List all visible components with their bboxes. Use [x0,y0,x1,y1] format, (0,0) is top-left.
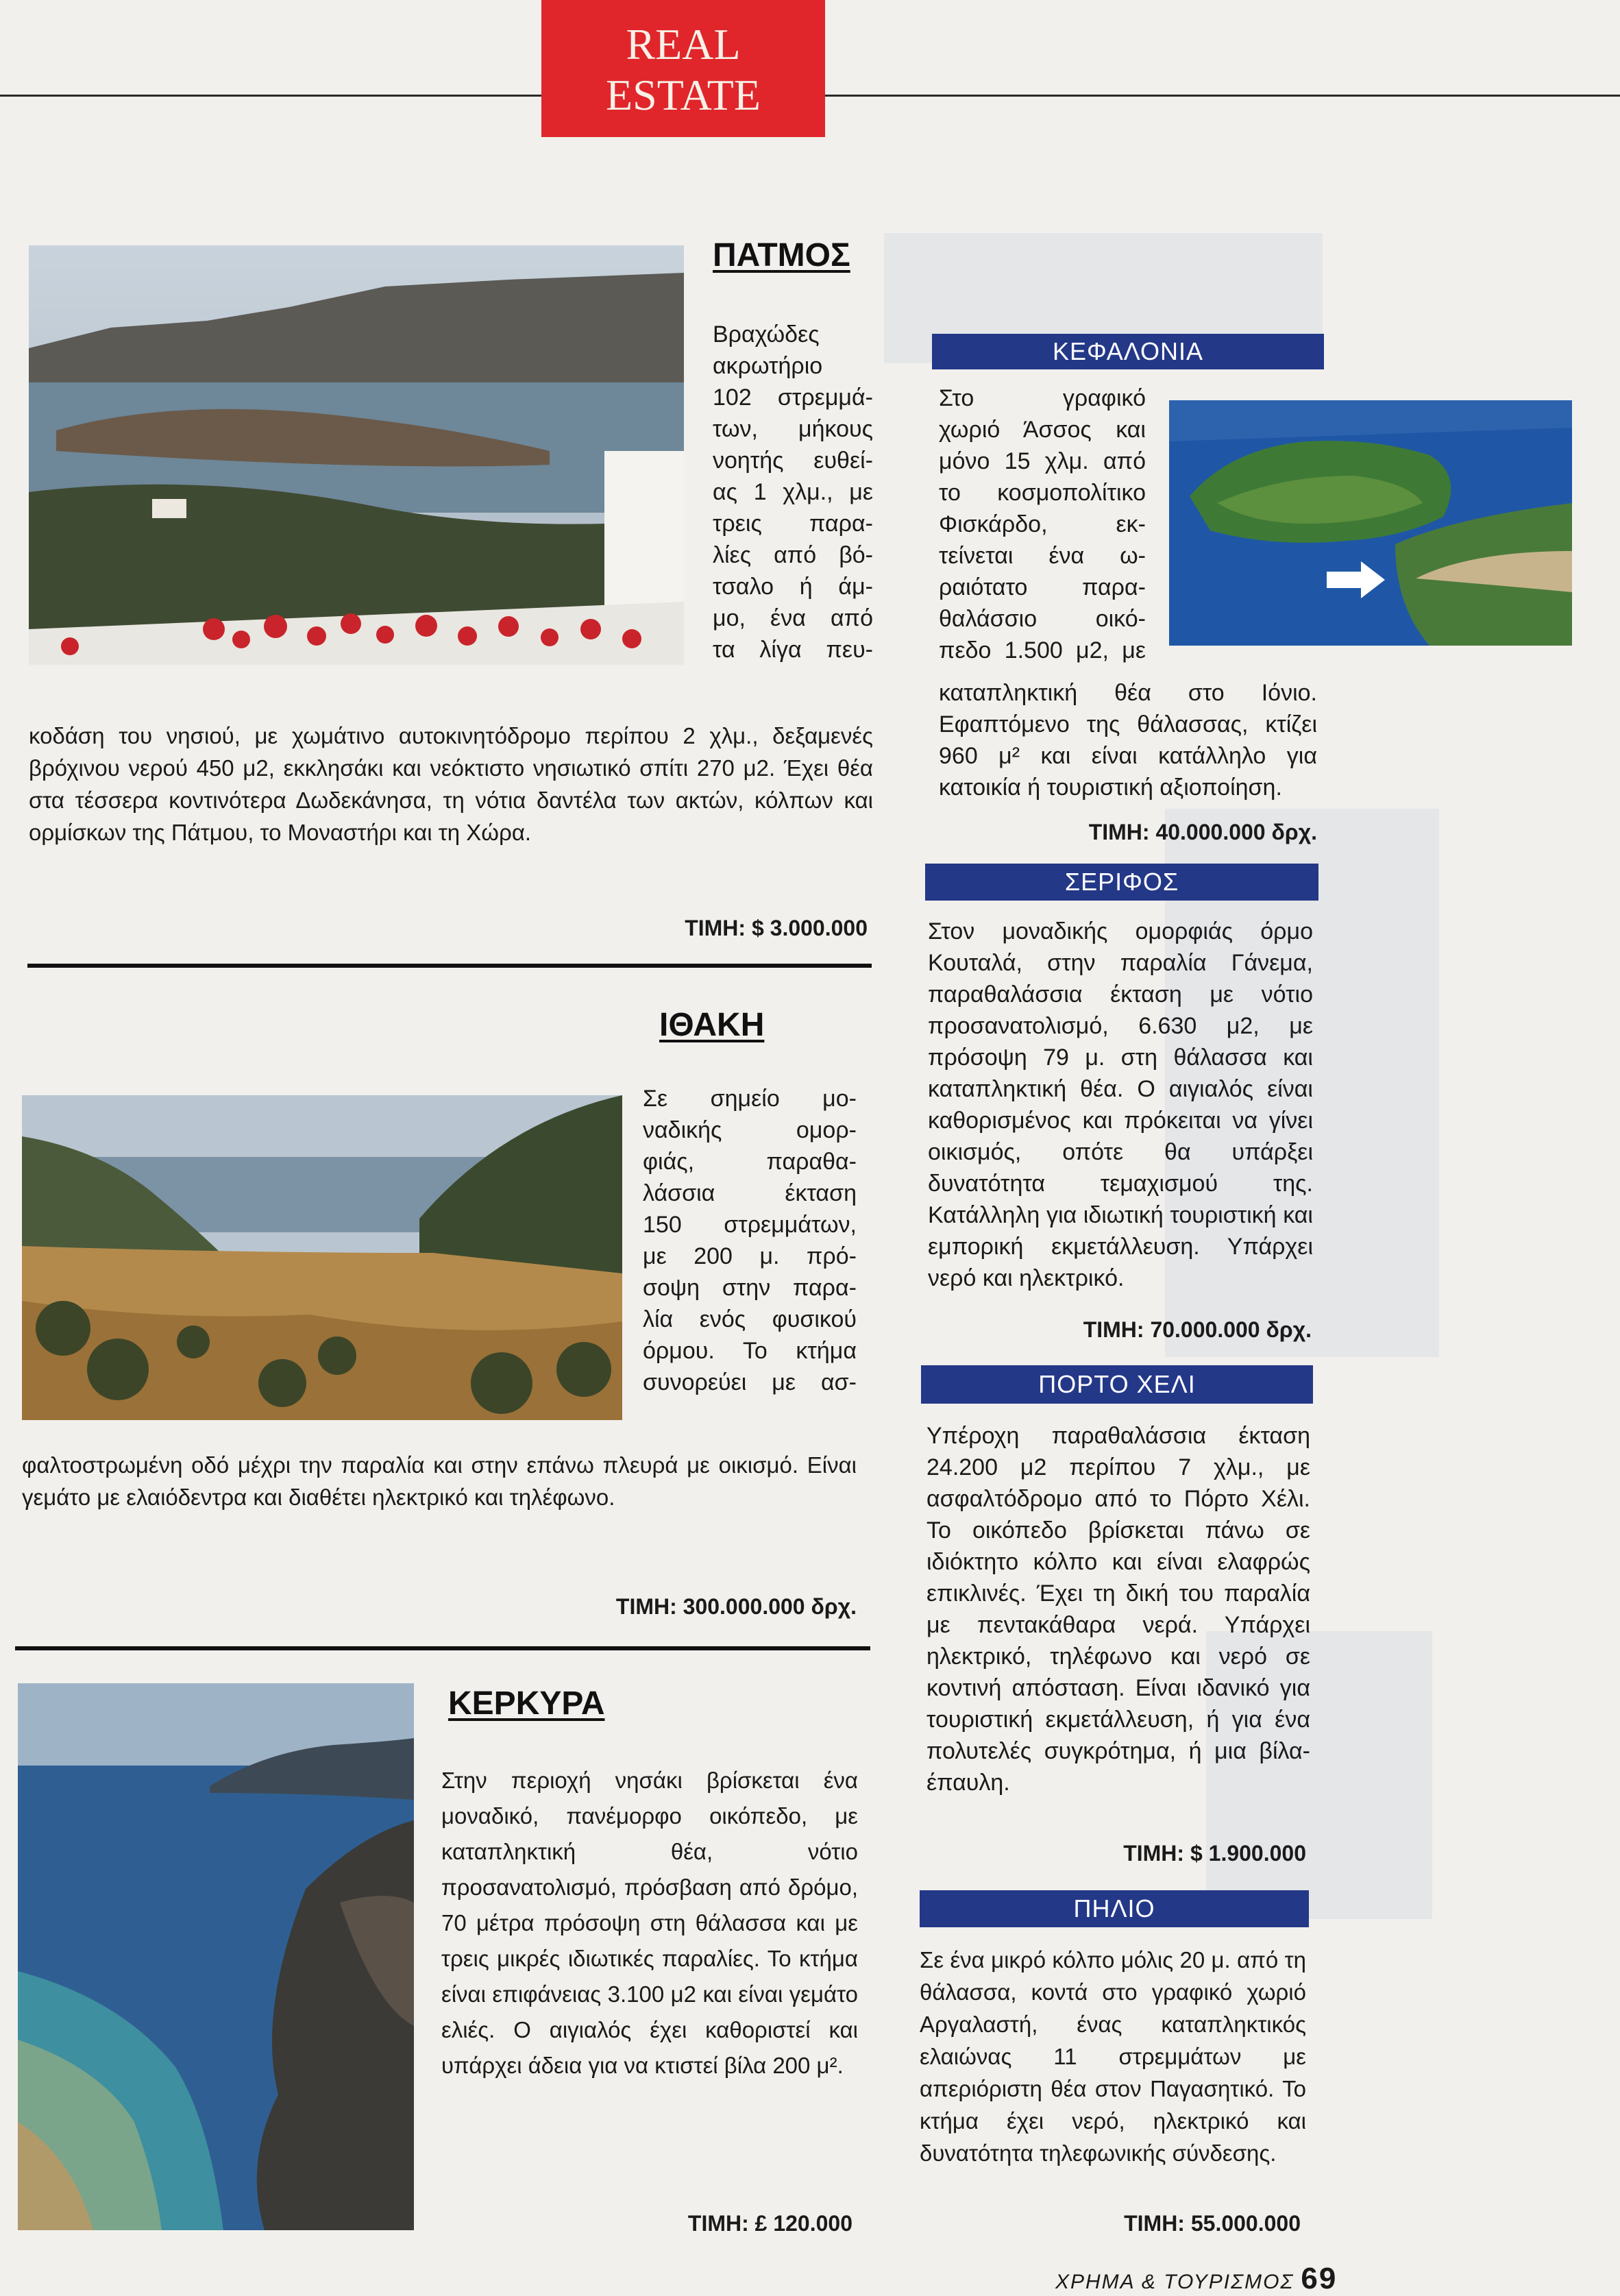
ithaki-intro-line: με 200 μ. πρό- [643,1243,857,1269]
serifos-header: ΣΕΡΙΦΟΣ [925,864,1318,901]
kefalonia-price: ΤΙΜΗ: 40.000.000 δρχ. [1088,820,1317,844]
patmos-intro-line: τσαλο ή άμ- [713,574,873,600]
kerkyra-title: ΚΕΡΚΥΡΑ [448,1685,605,1722]
kefalonia-intro-line: το κοσμοπολίτικο [939,480,1146,506]
pilio-price: ΤΙΜΗ: 55.000.000 [1124,2211,1301,2236]
kefalonia-intro-line: θαλάσσιο οικό- [939,606,1146,632]
ithaki-intro-line: Σε σημείο μο- [643,1086,857,1112]
patmos-intro-line: νοητής ευθεί- [713,448,873,474]
kerkyra-body: Στην περιοχή νησάκι βρίσκεται ένα μοναδικό, πανέμορφο οικόπεδο, με καταπληκτική θέα, νότιο προσανατολισμό, πρόσβαση από δρόμο, 70 μέτρα πρόσοψη στη θάλασσα και με τρεις μικρές ιδιωτικές παραλίες. Το κτήμα είναι επιφάνειας 3.100 μ2 και είναι γεμάτο ελιές. Ο αιγιαλός έχει καθοριστεί και υπάρχει άδεια για να κτιστεί βίλα 200 μ². [441,1768,858,2078]
pilio-body: Σε ένα μικρό κόλπο μόλις 20 μ. από τη θάλασσα, κοντά στο γραφικό χωριό Αργαλαστή, ένας καταπληκτικός ελαιώνας 11 στρεμμάτων με απεριόριστη θέα στον Παγασητικό. Το κτήμα έχει νερό, ηλεκτρικό και δυνατότητα τηλεφωνικής σύνδεσης. [920,1947,1306,2166]
serifos-body: Στον μοναδικής ομορφιάς όρμο Κουταλά, στην παραλία Γάνεμα, παραθαλάσσια έκταση με νότιο προσανατολισμό, 6.630 μ2, με πρόσοψη 79 μ. στη θάλασσα και καταπληκτική θέα. Ο αιγιαλός είναι καθορισμένος και πρόκειται να γίνει οικισμός, οπότε θα υπάρξει δυνατότητα τεμαχισμού της. Κατάλληλη για ιδιωτική τουριστική και εμπορική εκμετάλλευση. Υπάρχει νερό και ηλεκτρικό. [928,918,1313,1291]
patmos-intro-line: μο, ένα από [713,605,873,631]
patmos-intro-line: ας 1 χλμ., με [713,479,873,505]
serifos-price: ΤΙΜΗ: 70.000.000 δρχ. [1083,1317,1312,1342]
patmos-intro-line: λίες από βό- [713,542,873,568]
ithaki-intro-line: όρμου. Το κτήμα [643,1338,857,1364]
kefalonia-intro-line: μόνο 15 χλμ. από [939,448,1146,474]
porto-heli-body: Υπέροχη παραθαλάσσια έκταση 24.200 μ2 περίπου 7 χλμ., με ασφαλτόδρομο από το Πόρτο Χέλι. Το οικόπεδο βρίσκεται πάνω σε ιδιόκτητο κόλπο και είναι ελαφρώς επικλινές. Έχει τη δική του παραλία με πεντακάθαρα νερά. Υπάρχει ηλεκτρικό, τηλέφωνο και νερό σε κοντινή απόσταση. Είναι ιδανικό για τουριστική εκμετάλλευση, ή για ένα πολυτελές συγκρότημα, ή μια βίλα-έπαυλη. [926,1423,1310,1796]
ithaki-title: ΙΘΑΚΗ [659,1007,765,1043]
pilio-header: ΠΗΛΙΟ [920,1890,1309,1927]
badge-line: REAL [626,20,741,69]
header-rule [0,95,541,97]
porto-heli-header: ΠΟΡΤΟ ΧΕΛΙ [921,1365,1313,1404]
kerkyra-price: ΤΙΜΗ: £ 120.000 [687,2211,852,2236]
patmos-intro-line: τα λίγα πευ- [713,637,873,663]
ithaki-photo [22,1095,622,1420]
patmos-body: κοδάση του νησιού, με χωμάτινο αυτοκινητόδρομο περίπου 2 χλμ., δεξαμενές βρόχινου νερού 450 μ2, εκκλησάκι και νεόκτιστο νησιωτικό σπίτι 270 μ2. Έχει θέα στα τέσσερα κοντινότερα Δωδεκάνησα, τη νότια δαντέλα των ακτών, κόλπων και ορμίσκων της Πάτμου, το Μοναστήρι και τη Χώρα. [29,723,873,845]
patmos-price: ΤΙΜΗ: $ 3.000.000 [685,916,868,940]
kefalonia-intro-line: Στο γραφικό [939,385,1146,411]
kefalonia-intro-line: τείνεται ένα ω- [939,543,1146,569]
ithaki-intro-line: σοψη στην παρα- [643,1275,857,1301]
ithaki-intro-line: λία ενός φυσικού [643,1306,857,1332]
porto-heli-price: ΤΙΜΗ: $ 1.900.000 [1123,1841,1306,1866]
patmos-title: ΠΑΤΜΟΣ [713,237,850,273]
kerkyra-photo [18,1683,414,2230]
magazine-name: ΧΡΗΜΑ & ΤΟΥΡΙΣΜΟΣ [1055,2271,1294,2293]
section-divider [27,964,872,968]
ithaki-price: ΤΙΜΗ: 300.000.000 δρχ. [615,1594,857,1619]
patmos-intro-line: 102 στρεμμά- [713,384,873,411]
ithaki-intro-line: λάσσια έκταση [643,1180,857,1206]
kefalonia-intro-line: χωριό Άσσος και [939,417,1146,443]
page-number: 69 [1301,2262,1338,2295]
kefalonia-intro-line: ραιότατο παρα- [939,574,1146,600]
badge-line: ESTATE [606,71,761,119]
ithaki-intro [643,1083,857,1398]
ithaki-intro-line: 150 στρεμμάτων, [643,1212,857,1238]
patmos-photo [29,245,684,665]
page-footer [1055,2262,1337,2296]
section-badge [541,0,825,137]
ithaki-body: φαλτοστρωμένη οδό μέχρι την παραλία και στην επάνω πλευρά με οικισμό. Είναι γεμάτο με ελαιόδεντρα και διαθέτει ηλεκτρικό και τηλέφωνο. [22,1452,857,1510]
section-divider [15,1646,870,1650]
kefalonia-body: καταπληκτική θέα στο Ιόνιο. Εφαπτόμενο της θάλασσας, κτίζει 960 μ² και είναι κατάλληλο για κατοικία ή τουριστική αξιοποίηση. [939,680,1317,801]
kefalonia-intro [939,382,1146,666]
ithaki-intro-line: συνορεύει με ασ- [643,1369,857,1395]
kefalonia-header: ΚΕΦΑΛΟΝΙΑ [932,334,1324,369]
patmos-intro-line: των, μήκους [713,416,873,442]
ithaki-intro-line: φιάς, παραθα- [643,1149,857,1175]
patmos-intro [713,319,873,665]
patmos-intro-line: τρεις παρα- [713,511,873,537]
kefalonia-intro-line: πεδο 1.500 μ2, με [939,637,1146,663]
ithaki-intro-line: ναδικής ομορ- [643,1117,857,1143]
kefalonia-photo [1169,400,1572,646]
patmos-intro-line: Βραχώδες [713,321,820,347]
patmos-intro-line: ακρωτήριο [713,353,823,379]
header-rule [825,95,1620,97]
kefalonia-intro-line: Φισκάρδο, εκ- [939,511,1146,537]
